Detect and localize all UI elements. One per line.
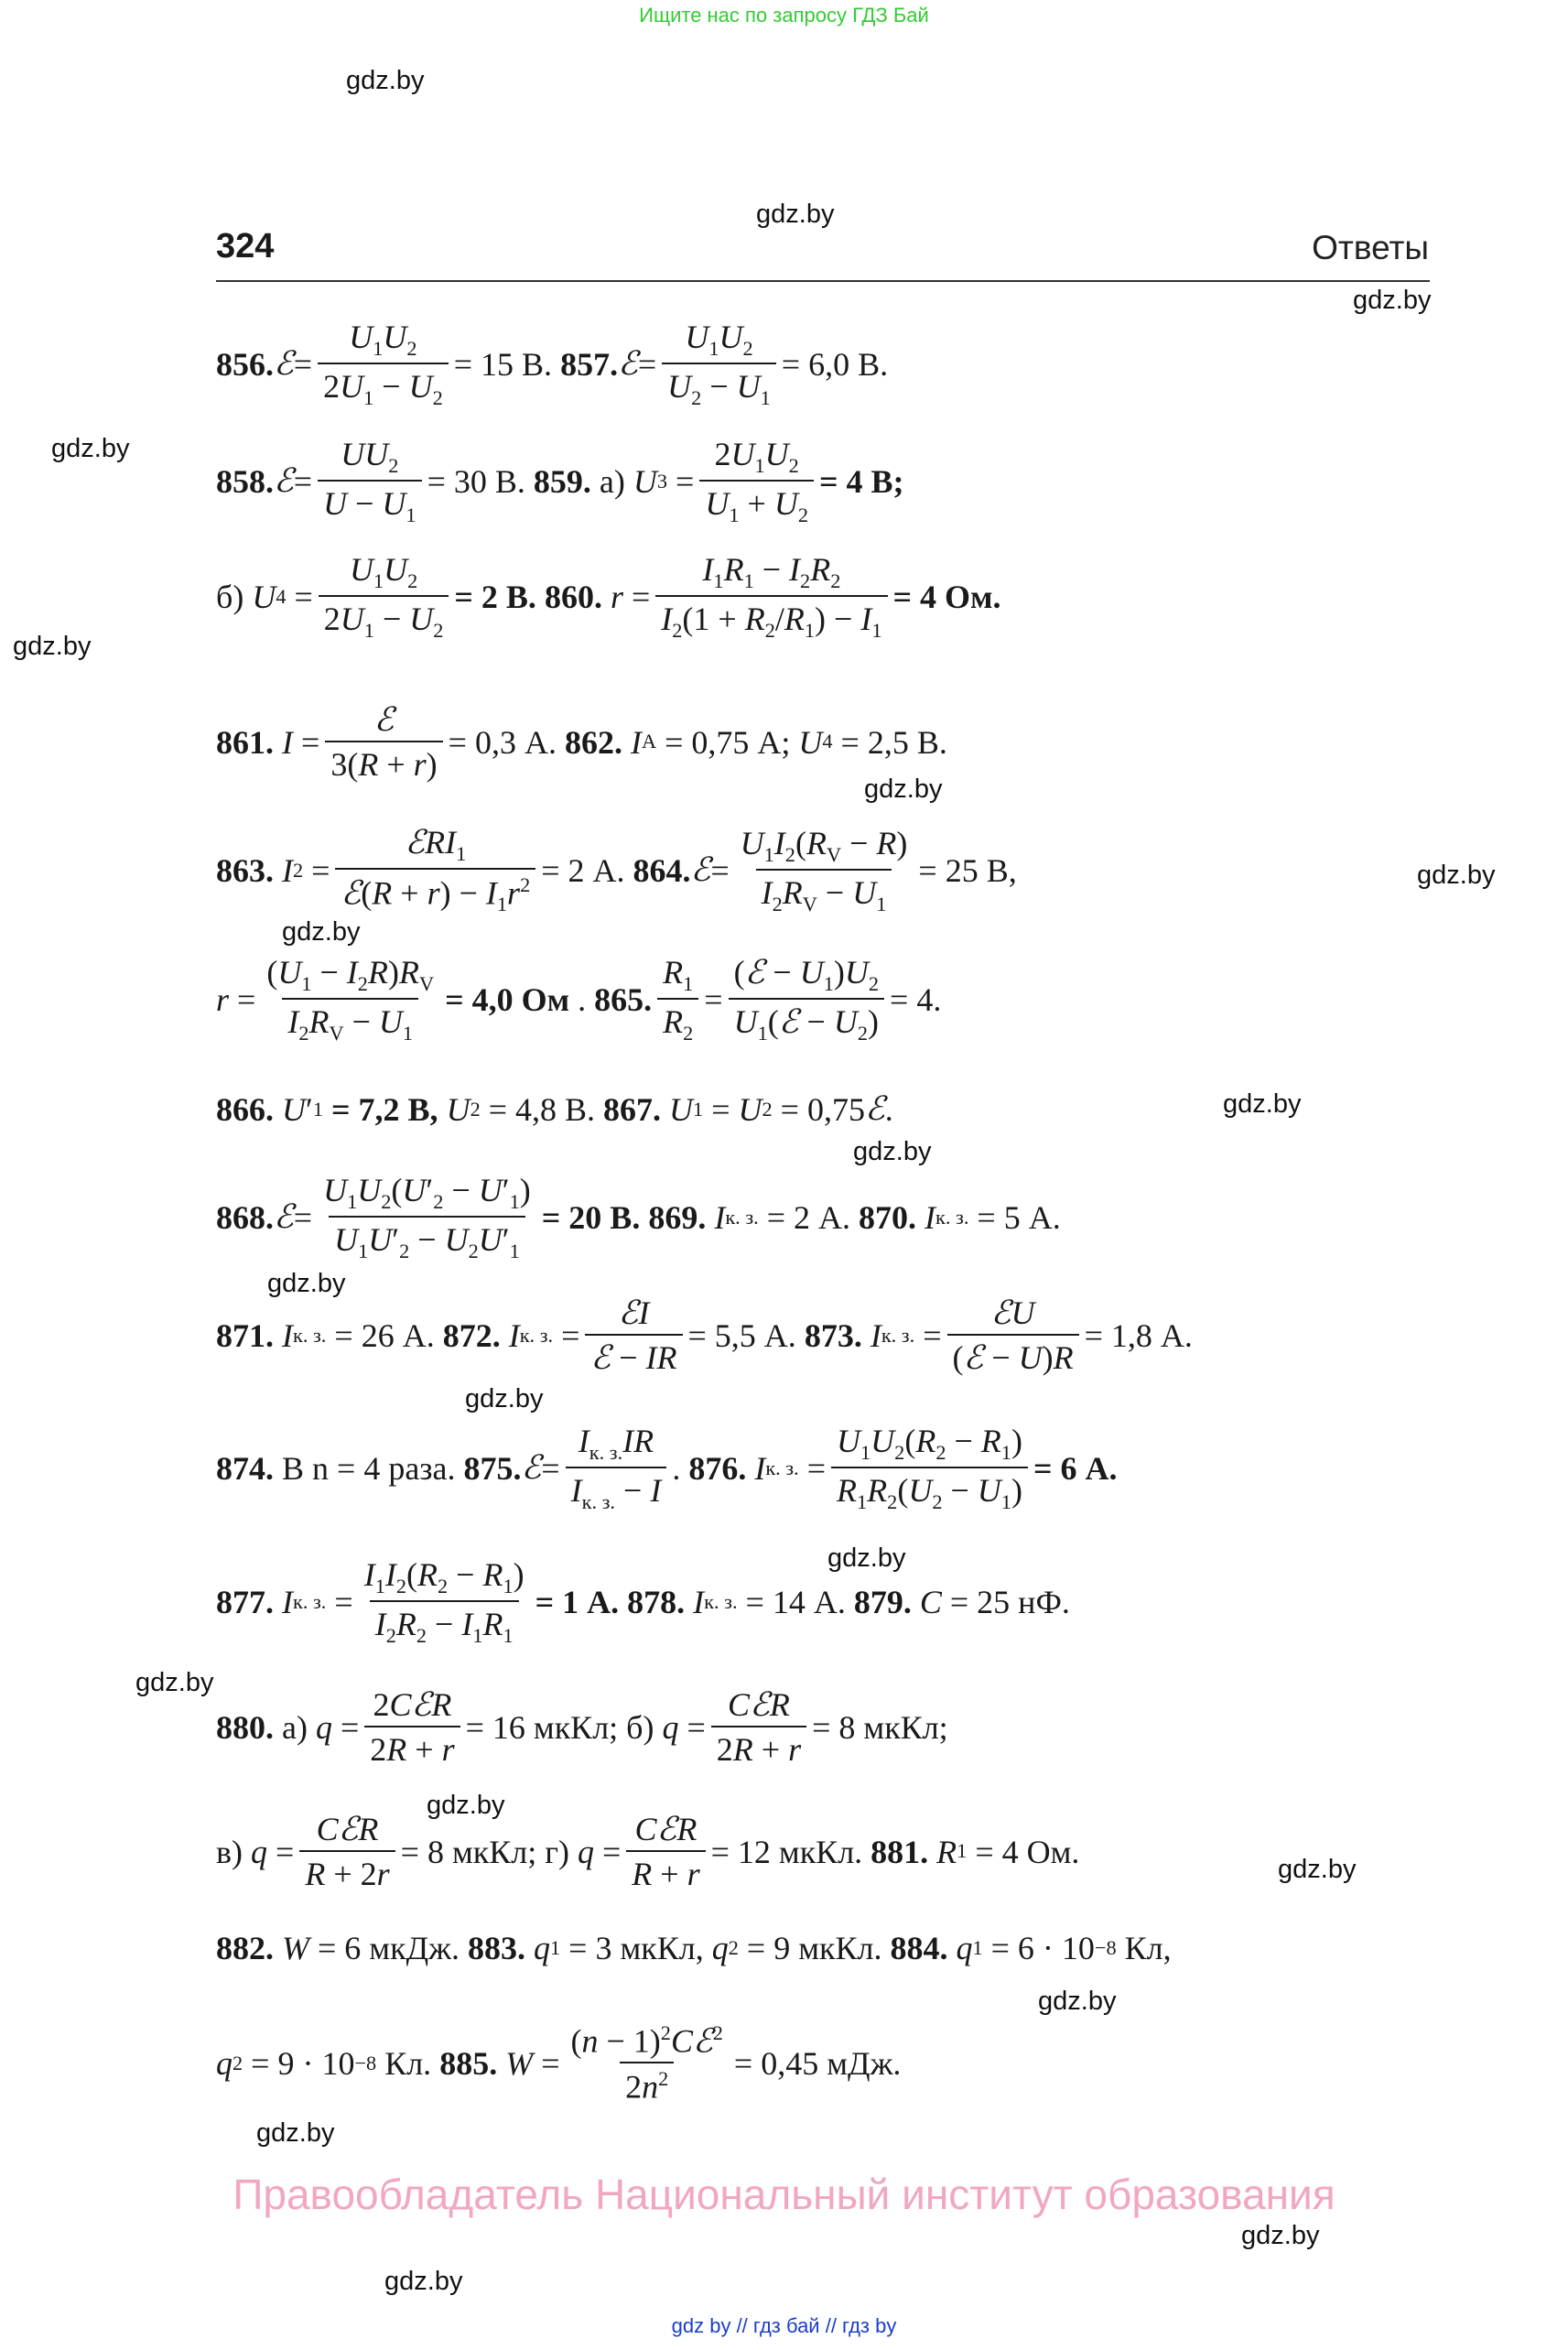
answer-value: = 1 А. (535, 1584, 620, 1621)
answer-line: r = $\frac{(U_1 - I_2R)R_V}{I_2R_V - U_1}$ = 4,0 Ом . 865. $\frac{R_1}{R_2}$ = $\frac{(ℰ - U_1)U_2}{U_1(ℰ - U_2)}$ = 4. (216, 954, 942, 1045)
answer-value: = 20 В. (541, 1199, 641, 1237)
header-divider (216, 280, 1430, 282)
formula-fraction: $\frac{\text{ℰI}}{\text{ℰ − IR}}$ (585, 1296, 682, 1375)
answer-value: = 16 мкКл; (465, 1708, 619, 1746)
formula-fraction: $\frac{I_1I_2(R_2 - R_1)}{I_2R_2 - I_1R_1}$ (363, 1556, 524, 1647)
formula-fraction: $\frac{U_1U_2}{2U_1 - U_2}$ (319, 553, 449, 641)
watermark: gdz.by (853, 1137, 932, 1166)
formula-fraction: $\frac{(ℰ - U_1)U_2}{U_1(ℰ - U_2)}$ (729, 956, 884, 1044)
answer-value: = 2 В. (454, 579, 536, 616)
answer-number: 878. (627, 1584, 686, 1621)
watermark: gdz.by (1417, 861, 1496, 890)
answer-number: 874. (216, 1450, 274, 1488)
answer-value: = 9 мкКл. (746, 1930, 882, 1966)
answer-number: 869. (648, 1199, 707, 1237)
answer-value: = 4 Ом. (975, 1833, 1080, 1870)
answer-number: 864. (633, 851, 691, 889)
answer-value: = 0,45 мДж. (733, 2044, 902, 2082)
answer-number: 865. (594, 981, 653, 1019)
answer-value: = 4,0 Ом (445, 981, 570, 1019)
answer-value: = 2,5 В. (840, 723, 947, 761)
answer-value: = 12 мкКл. (710, 1833, 863, 1870)
watermark: gdz.by (135, 1668, 214, 1697)
watermark: gdz.by (827, 1543, 906, 1573)
answer-value: = 4 Ом. (892, 579, 1001, 616)
answer-line: 861. I = $\frac{\text{ℰ}}{3(R + r)}$ = 0,3 А. 862. I A = 0,75 А; U 4 = 2,5 В. (216, 701, 947, 783)
answer-line: 858. ℰ = $\frac{UU_2}{U - U_1}$ = 30 В. 859. а) U 3 = $\frac{2U_1U_2}{U_1 + U_2}$ = 4 В; (216, 436, 904, 526)
formula-fraction: $\frac{UU_2}{U - U_1}$ (318, 438, 421, 525)
formula-fraction: $\frac{U_1U_2}{U_2 - U_1}$ (662, 320, 776, 408)
watermark: gdz.by (756, 200, 835, 229)
formula-fraction: $\frac{U_1U_2(U'_2 - U'_1)}{U_1U'_2 - U_2U'_1}$ (323, 1172, 531, 1262)
formula-fraction: $\frac{(U_1 - I_2R)R_V}{I_2R_V - U_1}$ (266, 954, 435, 1045)
answer-number: 860. (544, 579, 602, 616)
watermark: gdz.by (384, 2267, 463, 2296)
answer-value: = 2 А. (766, 1199, 851, 1237)
answer-value: = 6 · 10 (990, 1930, 1095, 1966)
answer-number: 876. (688, 1450, 747, 1488)
answer-number: 868. (216, 1199, 274, 1237)
answer-line: в) q = $\frac{\text{CℰR}}{R + 2r}$ = 8 мкКл; г) q = $\frac{\text{CℰR}}{R + r}$ = 12 мкКл. 881. R 1 = 4 Ом. (216, 1811, 1080, 1892)
formula-fraction: $\frac{2U_1U_2}{U_1 + U_2}$ (699, 438, 814, 525)
answer-value: В n = 4 раза. (282, 1450, 456, 1488)
answer-value: = 3 мкКл, (568, 1930, 704, 1966)
answer-number: 883. (468, 1930, 526, 1966)
footer-links[interactable]: gdz by // гдз бай // гдз by (671, 2314, 897, 2337)
watermark: gdz.by (427, 1791, 505, 1820)
answer-value: = 8 мкКл; (400, 1833, 537, 1870)
answer-number: 873. (804, 1317, 862, 1354)
answer-value: Кл. (384, 2044, 432, 2082)
answer-line: 863. I 2 = $\frac{ℰRI_1}{ℰ(R + r) - I_1r^2}$ = 2 А. 864. ℰ = $\frac{U_1I_2(R_V - R)}{I_2R_V - U_1}$ = 25 В, (216, 824, 1017, 916)
answer-line: 882. W = 6 мкДж. 883. q 1 = 3 мкКл, q 2 = 9 мкКл. 884. q 1 = 6 · 10 −8 Кл, (216, 1930, 1172, 1966)
answer-value: = 25 В, (918, 851, 1017, 889)
answer-value: = 2 А. (541, 851, 625, 889)
answer-value: = 4 В; (818, 463, 904, 501)
watermark: gdz.by (346, 66, 425, 95)
formula-fraction: $\frac{U_1U_2(R_2 - R_1)}{R_1R_2(U_2 - U_1)}$ (831, 1424, 1028, 1512)
answer-number: 866. (216, 1091, 274, 1128)
watermark: gdz.by (864, 774, 943, 804)
watermark: gdz.by (1353, 286, 1432, 315)
answer-number: 880. (216, 1708, 274, 1746)
watermark: gdz.by (1278, 1855, 1357, 1884)
answer-number: 858. (216, 463, 274, 501)
top-banner: Ищите нас по запросу ГДЗ Бай (639, 4, 929, 27)
answer-number: 859. (533, 463, 591, 501)
answer-number: 870. (859, 1199, 917, 1237)
answer-value: = 6 А. (1033, 1450, 1118, 1488)
watermark: gdz.by (282, 917, 361, 947)
answer-line: б) U 4 = $\frac{U_1U_2}{2U_1 - U_2}$ = 2 В. 860. r = $\frac{I_1R_1 - I_2R_2}{I_2(1 + R_2/R_1) - I_1}$ = 4 Ом. (216, 551, 1001, 642)
answer-number: 867. (603, 1091, 662, 1128)
answer-value: Кл, (1124, 1930, 1172, 1966)
answer-number: 862. (564, 723, 622, 761)
answer-number: 857. (560, 346, 619, 384)
watermark: gdz.by (256, 2118, 335, 2148)
answer-number: 885. (439, 2044, 498, 2082)
answer-value: = 8 мкКл; (812, 1708, 948, 1746)
formula-fraction: $\frac{\text{CℰR}}{2R + r}$ (711, 1688, 806, 1766)
answer-value: = 30 В. (427, 463, 525, 501)
formula-fraction: $\frac{R_1}{R_2}$ (657, 956, 698, 1044)
answer-value: = 5 А. (977, 1199, 1061, 1237)
formula-fraction: $\frac{\text{CℰR}}{R + r}$ (626, 1813, 705, 1890)
watermark: gdz.by (267, 1269, 346, 1298)
answer-number: 872. (442, 1317, 501, 1354)
answer-value: = 9 · 10 (251, 2044, 355, 2082)
watermark: gdz.by (1223, 1089, 1302, 1119)
formula-fraction: $\frac{\text{CℰR}}{R + 2r}$ (299, 1813, 395, 1890)
answer-number: 875. (463, 1450, 522, 1488)
formula-fraction: $\frac{U_1U_2}{2U_1 - U_2}$ (318, 320, 449, 408)
answer-value: = 6,0 В. (781, 346, 889, 384)
formula-fraction: $\frac{I_{к. з.}IR}{I_{к. з.} - I}$ (566, 1424, 667, 1512)
answer-value: = 15 В. (453, 346, 553, 384)
answer-number: 863. (216, 851, 274, 889)
formula-fraction: $\frac{U_1I_2(R_V - R)}{I_2R_V - U_1}$ (740, 824, 908, 915)
copyright-notice: Правообладатель Национальный институт образования (232, 2171, 1336, 2218)
answer-line: 874. В n = 4 раза. 875. ℰ = $\frac{I_{к. з.}IR}{I_{к. з.} - I}$ . 876. I к. з. = $\frac{U_1U_2(R_2 - R_1)}{R_1R_2(U_2 - U_1)}$ = 6 А. (216, 1423, 1118, 1513)
answer-value: = 25 нФ. (949, 1584, 1070, 1621)
formula-fraction: $\frac{ℰRI_1}{ℰ(R + r) - I_1r^2}$ (335, 826, 535, 915)
answer-number: 871. (216, 1317, 274, 1354)
answer-number: 861. (216, 723, 274, 761)
answer-number: 884. (890, 1930, 948, 1966)
answer-number: 877. (216, 1584, 274, 1621)
answer-line: 880. а) q = $\frac{\text{2CℰR}}{2R + r}$ = 16 мкКл; б) q = $\frac{\text{CℰR}}{2R + r}$ = 8 мкКл; (216, 1686, 948, 1768)
formula-fraction: $\frac{\text{ℰ}}{3(R + r)}$ (325, 703, 442, 781)
answer-number: 879. (853, 1584, 912, 1621)
formula-fraction: $\frac{I_1R_1 - I_2R_2}{I_2(1 + R_2/R_1) - I_1}$ (655, 553, 887, 641)
formula-fraction: $\frac{(n - 1)^2Cℰ^2}{2n^2}$ (570, 2021, 723, 2106)
watermark: gdz.by (1038, 1987, 1117, 2016)
answer-value: = 1,8 А. (1084, 1317, 1193, 1354)
answer-value: = 26 А. (334, 1317, 435, 1354)
answer-value: = 6 мкДж. (318, 1930, 460, 1966)
watermark: gdz.by (465, 1384, 544, 1413)
answer-value: = 0,75 (780, 1091, 865, 1128)
answer-value: = 0,3 А. (448, 723, 557, 761)
answer-line: 866. U ′ 1 = 7,2 В, U 2 = 4,8 В. 867. U 1 = U 2 = 0,75 ℰ . (216, 1090, 893, 1128)
formula-fraction: $\frac{\text{2CℰR}}{2R + r}$ (364, 1688, 460, 1766)
answer-line: 877. I к. з. = $\frac{I_1I_2(R_2 - R_1)}{I_2R_2 - I_1R_1}$ = 1 А. 878. I к. з. = 14 А. 879. C = 25 нФ. (216, 1556, 1070, 1647)
answer-value: = 0,75 А; (665, 723, 791, 761)
page-number: 324 (216, 227, 275, 265)
watermark: gdz.by (13, 632, 92, 661)
answer-line: q 2 = 9 · 10 −8 Кл. 885. W = $\frac{(n - 1)^2Cℰ^2}{2n^2}$ = 0,45 мДж. (216, 2021, 902, 2106)
answer-value: = 5,5 А. (687, 1317, 796, 1354)
answer-line: 856. ℰ = $\frac{U_1U_2}{2U_1 - U_2}$ = 15 В. 857. ℰ = $\frac{U_1U_2}{U_2 - U_1}$ = 6,0 В. (216, 319, 889, 409)
answer-value: = 14 А. (745, 1584, 846, 1621)
answer-value: = 4. (890, 981, 942, 1019)
answer-line: 868. ℰ = $\frac{U_1U_2(U'_2 - U'_1)}{U_1U'_2 - U_2U'_1}$ = 20 В. 869. I к. з. = 2 А. 870. I к. з. = 5 А. (216, 1172, 1061, 1262)
answer-number: 856. (216, 346, 274, 384)
watermark: gdz.by (1241, 2221, 1320, 2250)
watermark: gdz.by (51, 434, 130, 463)
answer-line: 871. I к. з. = 26 А. 872. I к. з. = $\frac{\text{ℰI}}{\text{ℰ − IR}}$ = 5,5 А. 873. I к. з. = $\frac{\text{ℰU}}{\text{(ℰ − U)R}}$ = 1,8 А. (216, 1294, 1193, 1377)
answer-number: 882. (216, 1930, 274, 1966)
answer-number: 881. (871, 1833, 929, 1870)
formula-fraction: $\frac{\text{ℰU}}{\text{(ℰ − U)R}}$ (947, 1296, 1079, 1375)
answer-value: = 4,8 В. (488, 1091, 596, 1128)
section-title: Ответы (1312, 229, 1429, 266)
answer-value: = 7,2 В, (331, 1091, 438, 1128)
